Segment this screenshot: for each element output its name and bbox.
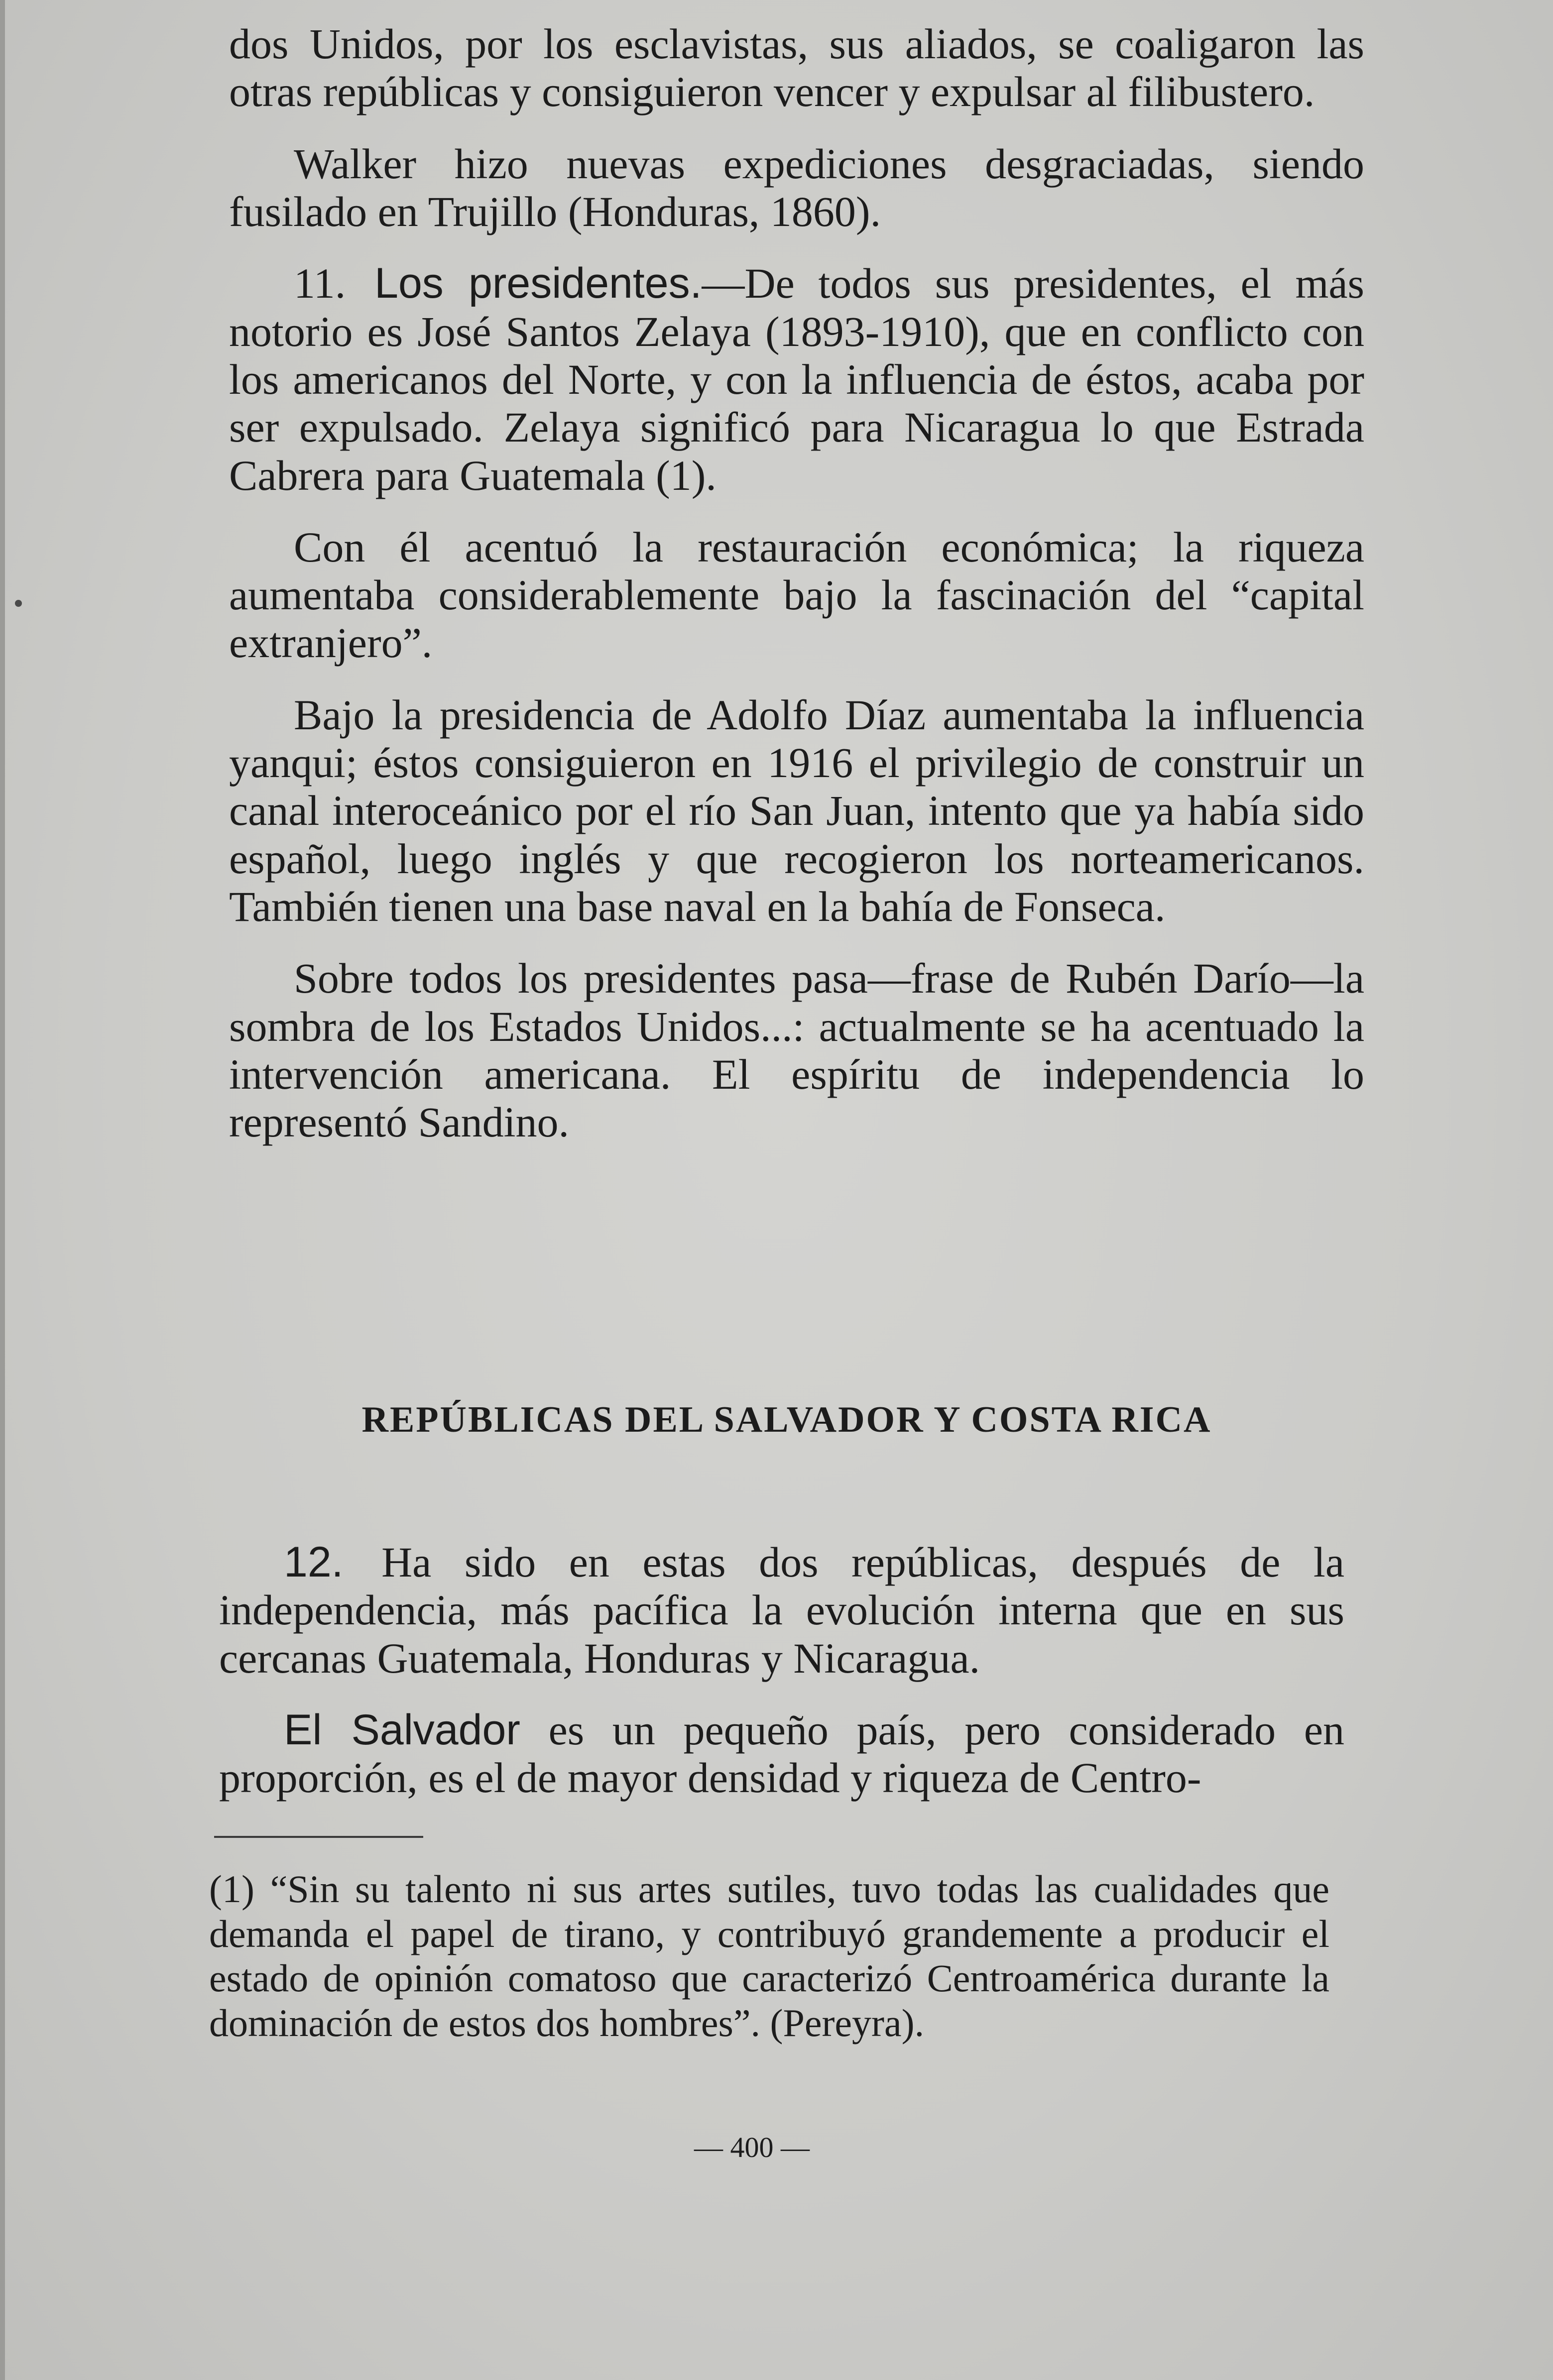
paragraph-el-salvador	[219, 1706, 1344, 1802]
paragraph-walker: Walker hizo nuevas expediciones desgraciadas, siendo fusilado en Trujillo (Honduras, 1860).	[229, 139, 1364, 235]
section-12-text: Ha sido en estas dos repúblicas, después de la independencia, más pacífica la evolución interna que en sus cercanas Guatemala, Honduras y Nicaragua.	[219, 1538, 1345, 1682]
section-title-presidentes: Los presidentes.	[374, 259, 702, 308]
footnote-rule	[214, 1836, 423, 1838]
upper-text-block	[229, 20, 1364, 1170]
section-number-12: 12.	[284, 1538, 344, 1586]
paragraph-ruben-dario: Sobre todos los presidentes pasa—frase de Rubén Darío—la sombra de los Estados Unidos...: actualmente se ha acentuado la intervención americana. El espíritu de independencia lo representó Sandino.	[229, 954, 1364, 1146]
el-salvador-text: es un pequeño país, pero considerado en proporción, es el de mayor densidad y riqueza de Centro-	[219, 1705, 1344, 1802]
chapter-heading: REPÚBLICAS DEL SALVADOR Y COSTA RICA	[361, 1399, 1212, 1440]
paragraph-filibustero: dos Unidos, por los esclavistas, sus aliados, se coaligaron las otras repúblicas y consiguieron vencer y expulsar al filibustero.	[229, 20, 1364, 116]
page-number: — 400 —	[694, 2131, 810, 2163]
el-salvador-label: El Salvador	[284, 1705, 520, 1754]
paragraph-restauracion: Con él acentuó la restauración económica; la riqueza aumentaba considerablemente bajo la fascinación del “capital extranjero”.	[229, 523, 1364, 667]
paragraph-presidentes	[229, 259, 1364, 499]
section-number-11: 11.	[294, 259, 346, 308]
page-edge-shadow	[0, 0, 5, 2380]
lower-text-block	[219, 1538, 1344, 1826]
paragraph-evolucion	[219, 1538, 1344, 1682]
margin-dot	[15, 600, 22, 607]
paragraph-adolfo-diaz: Bajo la presidencia de Adolfo Díaz aumentaba la influencia yanqui; éstos consiguieron en 1916 el privilegio de construir un canal interoceánico por el río San Juan, intento que ya había sido español, luego inglés y que recogieron los norteamericanos. También tienen una base naval en la bahía de Fonseca.	[229, 690, 1364, 930]
footnote: (1) “Sin su talento ni sus artes sutiles, tuvo todas las cualidades que demanda el papel de tirano, y contribuyó grandemente a producir el estado de opinión comatoso que caracterizó Centroamérica durante la dominación de estos dos hombres”. (Pereyra).	[209, 1867, 1329, 2045]
section-11-text: —De todos sus presidentes, el más notorio es José Santos Zelaya (1893-1910), que en conflicto con los americanos del Norte, y con la influencia de éstos, acaba por ser expulsado. Zelaya significó para Nicaragua lo que Estrada Cabrera para Guatemala (1).	[229, 259, 1364, 499]
